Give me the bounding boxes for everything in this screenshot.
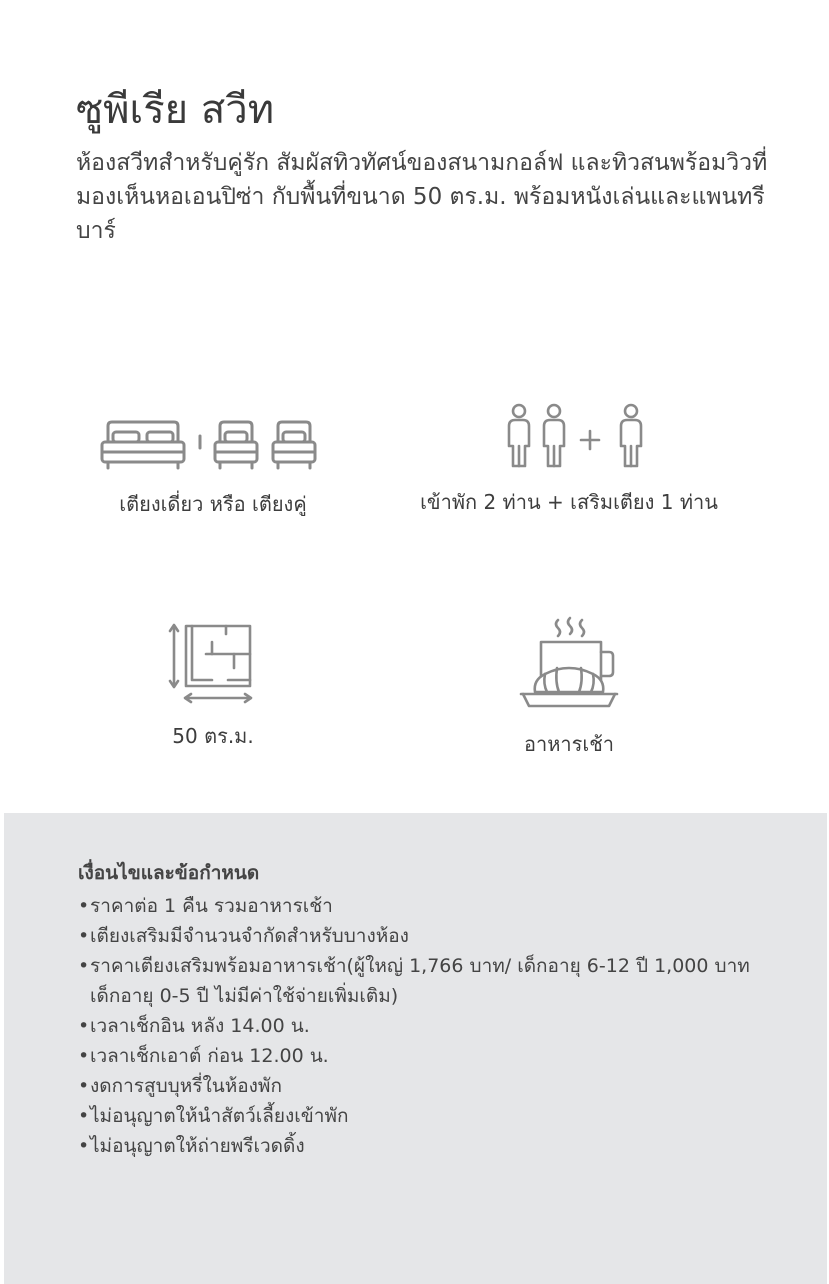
beds-icon: [100, 412, 326, 474]
terms-list: [78, 891, 778, 1161]
terms-item: • เวลาเช็กอิน หลัง 14.00 น.: [78, 1011, 778, 1041]
feature-bed-label: เตียงเดี่ยว หรือ เตียงคู่: [119, 492, 307, 516]
floor-plan-icon: [168, 620, 258, 706]
terms-item: • ไม่อนุญาตให้ถ่ายพรีเวดดิ้ง: [78, 1131, 778, 1161]
terms-item: • ราคาต่อ 1 คืน รวมอาหารเช้า: [78, 891, 778, 921]
feature-area: [33, 620, 393, 750]
terms-item: • ราคาเตียงเสริมพร้อมอาหารเช้า(ผู้ใหญ่ 1,766 บาท/ เด็กอายุ 6-12 ปี 1,000 บาท เด็กอายุ 0-5 ปี ไม่มีค่าใช้จ่ายเพิ่มเติม): [78, 951, 778, 1011]
room-title: ซูพีเรีย สวีท: [76, 87, 275, 133]
terms-title: เงื่อนไขและข้อกำหนด: [78, 862, 260, 884]
room-description: ห้องสวีทสำหรับคู่รัก สัมผัสทิวทัศน์ของสนามกอล์ฟ และทิวสนพร้อมวิวที่มองเห็นหอเอนปิซ่า กับพื้นที่ขนาด 50 ตร.ม. พร้อมหนังเล่นและแพนทรีบาร์: [76, 150, 768, 244]
terms-item: • ไม่อนุญาตให้นำสัตว์เลี้ยงเข้าพัก: [78, 1101, 778, 1131]
feature-breakfast: [389, 612, 749, 758]
terms-item: • เวลาเช็กเอาต์ ก่อน 12.00 น.: [78, 1041, 778, 1071]
terms-item: • งดการสูบบุหรี่ในห้องพัก: [78, 1071, 778, 1101]
feature-guests-label: เข้าพัก 2 ท่าน + เสริมเตียง 1 ท่าน: [420, 490, 718, 514]
guests-icon: [489, 400, 649, 472]
terms-section: [4, 813, 827, 1284]
breakfast-icon: [519, 612, 619, 714]
feature-bed: [33, 412, 393, 518]
feature-area-label: 50 ตร.ม.: [172, 724, 254, 748]
feature-guests: [389, 400, 749, 516]
terms-item: • เตียงเสริมมีจำนวนจำกัดสำหรับบางห้อง: [78, 921, 778, 951]
feature-breakfast-label: อาหารเช้า: [523, 732, 615, 756]
